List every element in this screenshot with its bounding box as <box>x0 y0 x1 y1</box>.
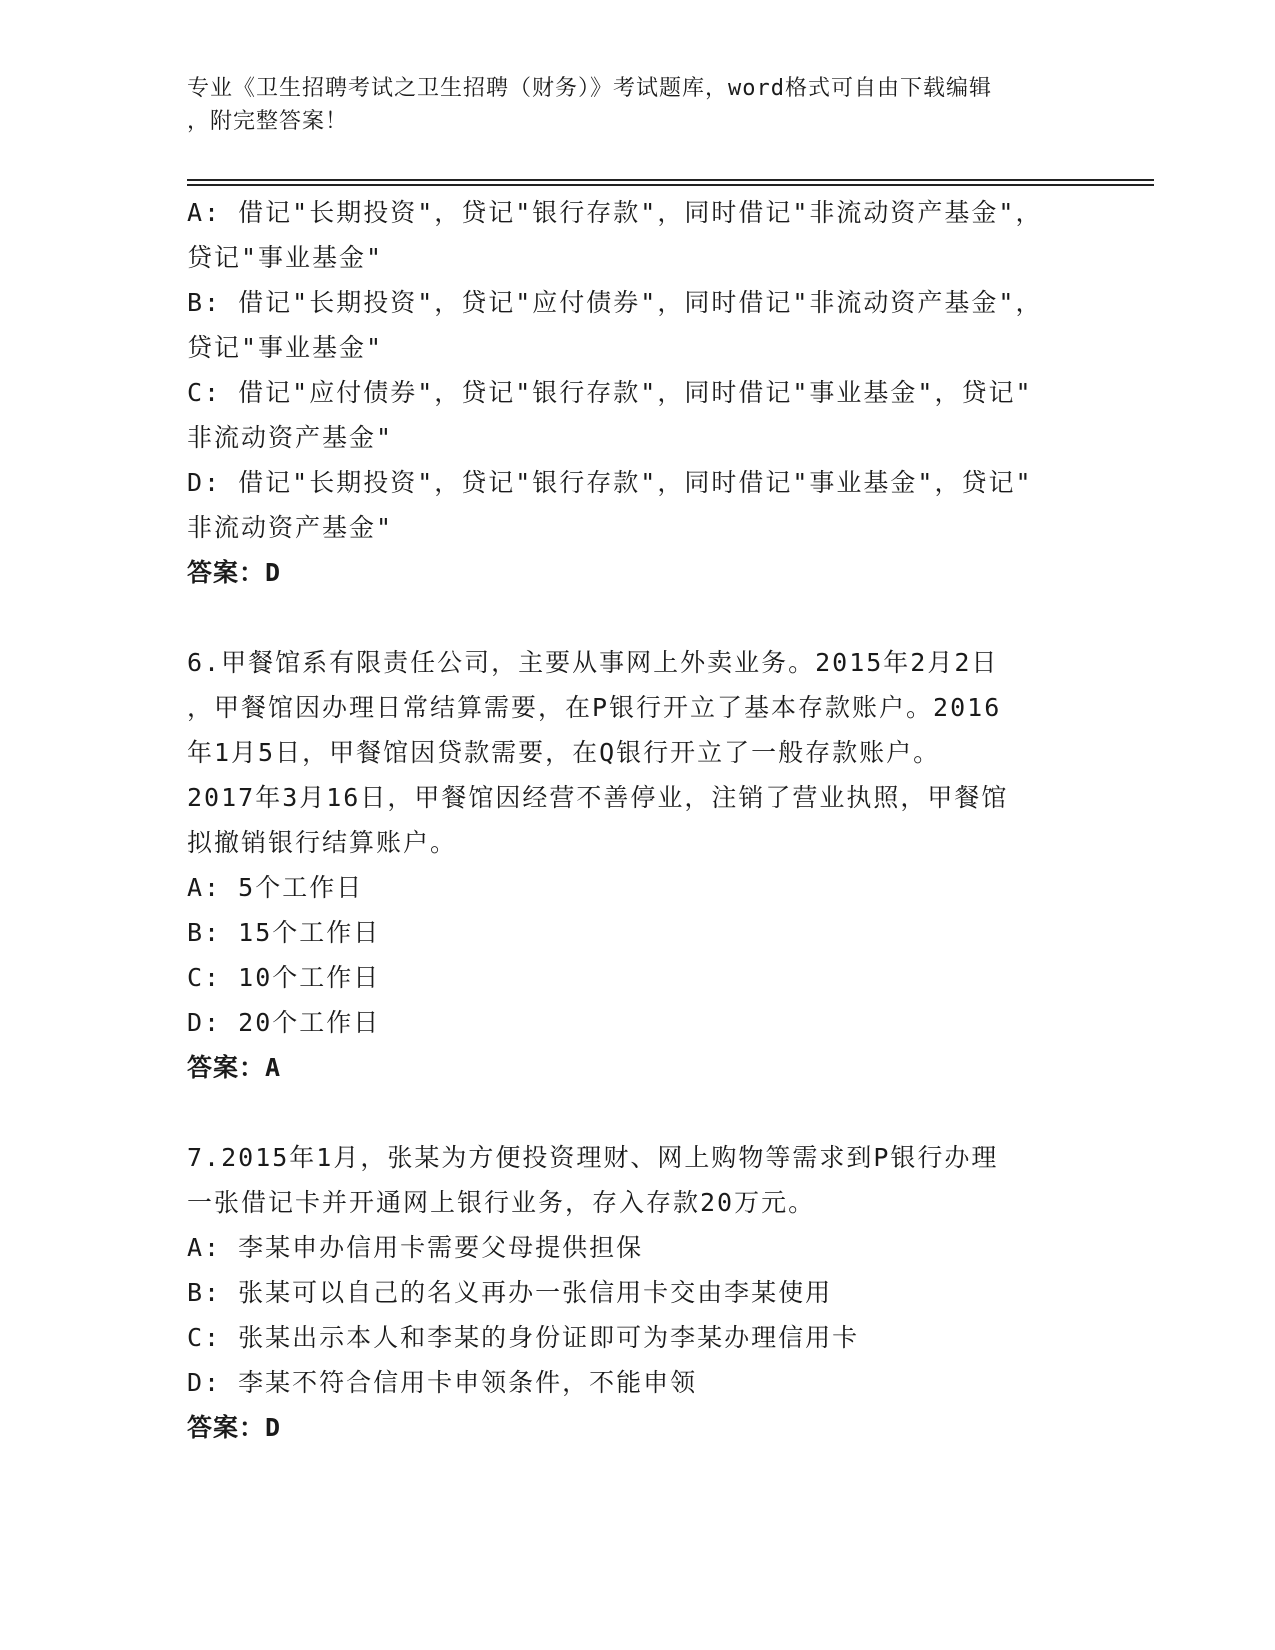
q5-option-b-line-1: B: 借记"长期投资"，贷记"应付债券"，同时借记"非流动资产基金"， <box>187 288 1043 317</box>
q6-answer: 答案：A <box>187 1053 282 1082</box>
q5-option-a-line-1: A: 借记"长期投资"，贷记"银行存款"，同时借记"非流动资产基金"， <box>187 198 1043 227</box>
q5-option-d-line-1: D: 借记"长期投资"，贷记"银行存款"，同时借记"事业基金"，贷记" <box>187 468 1033 497</box>
q7-option-c: C: 张某出示本人和李某的身份证即可为李某办理信用卡 <box>187 1323 860 1352</box>
question-content <box>187 190 1087 1450</box>
q6-stem-line-4: 2017年3月16日，甲餐馆因经营不善停业，注销了营业执照，甲餐馆 <box>187 783 1009 812</box>
q6-stem-line-5: 拟撤销银行结算账户。 <box>187 828 458 857</box>
question-6-block <box>187 640 1087 1090</box>
q6-option-d: D: 20个工作日 <box>187 1008 381 1037</box>
q7-option-b: B: 张某可以自己的名义再办一张信用卡交由李某使用 <box>187 1278 833 1307</box>
q6-option-c: C: 10个工作日 <box>187 963 381 992</box>
spacer <box>187 595 1087 640</box>
q5-option-c-line-1: C: 借记"应付债券"，贷记"银行存款"，同时借记"事业基金"，贷记" <box>187 378 1033 407</box>
q5-option-b-line-2: 贷记"事业基金" <box>187 333 384 362</box>
q6-option-b: B: 15个工作日 <box>187 918 381 947</box>
header-title-line-2: ，附完整答案！ <box>187 109 349 134</box>
q7-option-d: D: 李某不符合信用卡申领条件，不能申领 <box>187 1368 698 1397</box>
q7-stem-line-2: 一张借记卡并开通网上银行业务，存入存款20万元。 <box>187 1188 816 1217</box>
q7-stem-line-1: 7.2015年1月，张某为方便投资理财、网上购物等需求到P银行办理 <box>187 1143 999 1172</box>
q6-option-a: A: 5个工作日 <box>187 873 364 902</box>
q5-option-d-line-2: 非流动资产基金" <box>187 513 394 542</box>
question-7-block <box>187 1135 1087 1450</box>
q6-stem-line-1: 6.甲餐馆系有限责任公司，主要从事网上外卖业务。2015年2月2日 <box>187 648 999 677</box>
q5-option-a-line-2: 贷记"事业基金" <box>187 243 384 272</box>
q6-stem-line-3: 年1月5日，甲餐馆因贷款需要，在Q银行开立了一般存款账户。 <box>187 738 941 767</box>
header-divider-top <box>187 179 1154 181</box>
q5-answer: 答案：D <box>187 558 282 587</box>
q7-answer: 答案：D <box>187 1413 282 1442</box>
document-header <box>187 72 1087 138</box>
q5-option-c-line-2: 非流动资产基金" <box>187 423 394 452</box>
q7-option-a: A: 李某申办信用卡需要父母提供担保 <box>187 1233 644 1262</box>
header-title-line-1: 专业《卫生招聘考试之卫生招聘（财务）》考试题库，word格式可自由下载编辑 <box>187 76 992 101</box>
header-divider-bottom <box>187 184 1154 186</box>
q6-stem-line-2: ，甲餐馆因办理日常结算需要，在P银行开立了基本存款账户。2016 <box>187 693 1002 722</box>
spacer <box>187 1090 1087 1135</box>
question-5-block <box>187 190 1087 595</box>
